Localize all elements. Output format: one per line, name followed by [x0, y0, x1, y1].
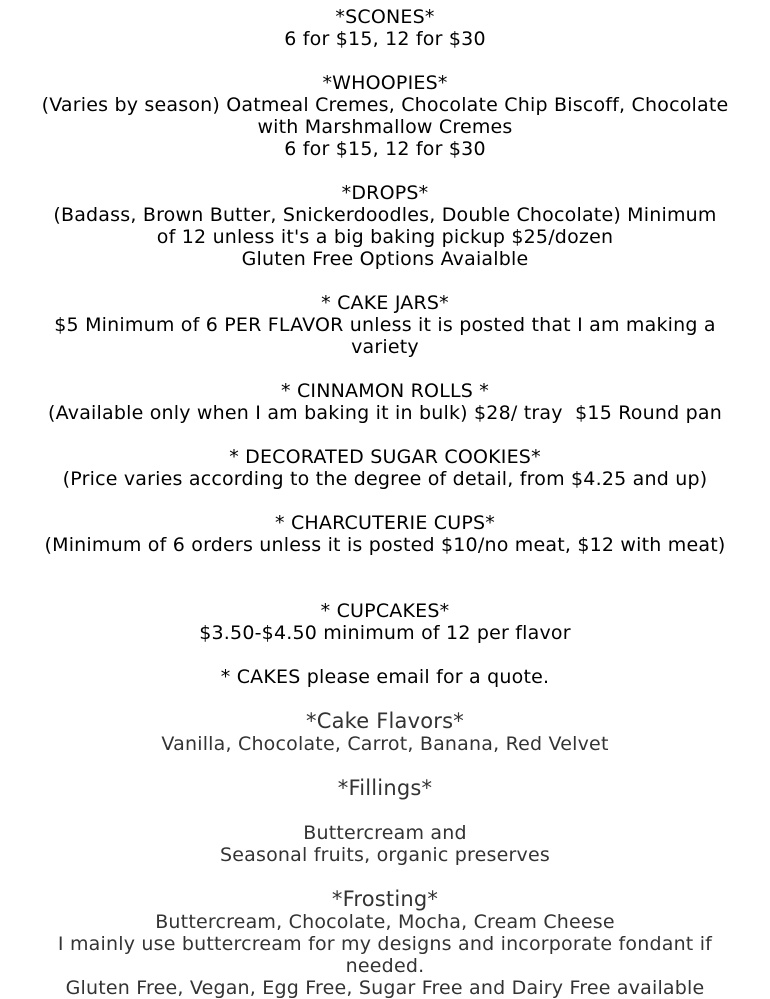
description-text: of 12 unless it's a big baking pickup $25/dozen	[156, 226, 614, 248]
description-text: $5 Minimum of 6 PER FLAVOR unless it is posted that I am making a	[54, 314, 716, 336]
spacer	[30, 800, 740, 822]
section-cupcakes	[30, 600, 740, 644]
section-title: * CAKES please email for a quote.	[220, 666, 550, 688]
description-text: Buttercream, Chocolate, Mocha, Cream Cheese	[155, 911, 615, 933]
section-title: *Frosting*	[331, 887, 439, 911]
spacer	[30, 490, 740, 512]
note-text: Gluten Free Options Avaialble	[241, 248, 529, 270]
spacer	[30, 50, 740, 72]
description-text: variety	[351, 336, 419, 358]
bakery-menu	[30, 6, 740, 999]
spacer	[30, 556, 740, 600]
section-cakes	[30, 666, 740, 688]
section-title: * CINNAMON ROLLS *	[281, 380, 489, 402]
description-text: Vanilla, Chocolate, Carrot, Banana, Red Velvet	[161, 733, 609, 755]
section-drops	[30, 182, 740, 270]
section-cake-flavors	[30, 710, 740, 755]
description-text: Seasonal fruits, organic preserves	[220, 844, 550, 866]
description-text: with Marshmallow Cremes	[257, 116, 513, 138]
description-text: (Badass, Brown Butter, Snickerdoodles, Double Chocolate) Minimum	[53, 204, 717, 226]
price-text: 6 for $15, 12 for $30	[284, 138, 486, 160]
section-title: *SCONES*	[335, 6, 435, 28]
spacer	[30, 755, 740, 777]
section-title: *DROPS*	[341, 182, 429, 204]
spacer	[30, 358, 740, 380]
description-text: I mainly use buttercream for my designs and incorporate fondant if	[57, 933, 713, 955]
section-title: *WHOOPIES*	[322, 72, 448, 94]
price-text: 6 for $15, 12 for $30	[284, 28, 486, 50]
section-sugar-cookies	[30, 446, 740, 490]
spacer	[30, 644, 740, 666]
section-title: *Cake Flavors*	[306, 709, 464, 733]
section-charcuterie	[30, 512, 740, 556]
section-scones	[30, 6, 740, 50]
section-cinnamon-rolls	[30, 380, 740, 424]
description-text: $3.50-$4.50 minimum of 12 per flavor	[199, 622, 571, 644]
section-title: * CHARCUTERIE CUPS*	[275, 512, 495, 534]
description-text: Buttercream and	[303, 822, 467, 844]
section-whoopies	[30, 72, 740, 160]
section-title: * CUPCAKES*	[320, 600, 450, 622]
spacer	[30, 160, 740, 182]
section-fillings	[30, 777, 740, 866]
section-title: *Fillings*	[337, 776, 433, 800]
section-title: * DECORATED SUGAR COOKIES*	[229, 446, 541, 468]
description-text: (Varies by season) Oatmeal Cremes, Chocolate Chip Biscoff, Chocolate	[41, 94, 729, 116]
description-text: (Price varies according to the degree of detail, from $4.25 and up)	[62, 468, 708, 490]
section-frosting	[30, 888, 740, 999]
spacer	[30, 866, 740, 888]
spacer	[30, 688, 740, 710]
description-text: (Available only when I am baking it in bulk) $28/ tray $15 Round pan	[48, 402, 722, 424]
description-text: (Minimum of 6 orders unless it is posted $10/no meat, $12 with meat)	[44, 534, 726, 556]
description-text: Gluten Free, Vegan, Egg Free, Sugar Free and Dairy Free available	[65, 977, 705, 999]
description-text: needed.	[345, 955, 425, 977]
section-title: * CAKE JARS*	[321, 292, 449, 314]
spacer	[30, 424, 740, 446]
spacer	[30, 270, 740, 292]
section-cake-jars	[30, 292, 740, 358]
